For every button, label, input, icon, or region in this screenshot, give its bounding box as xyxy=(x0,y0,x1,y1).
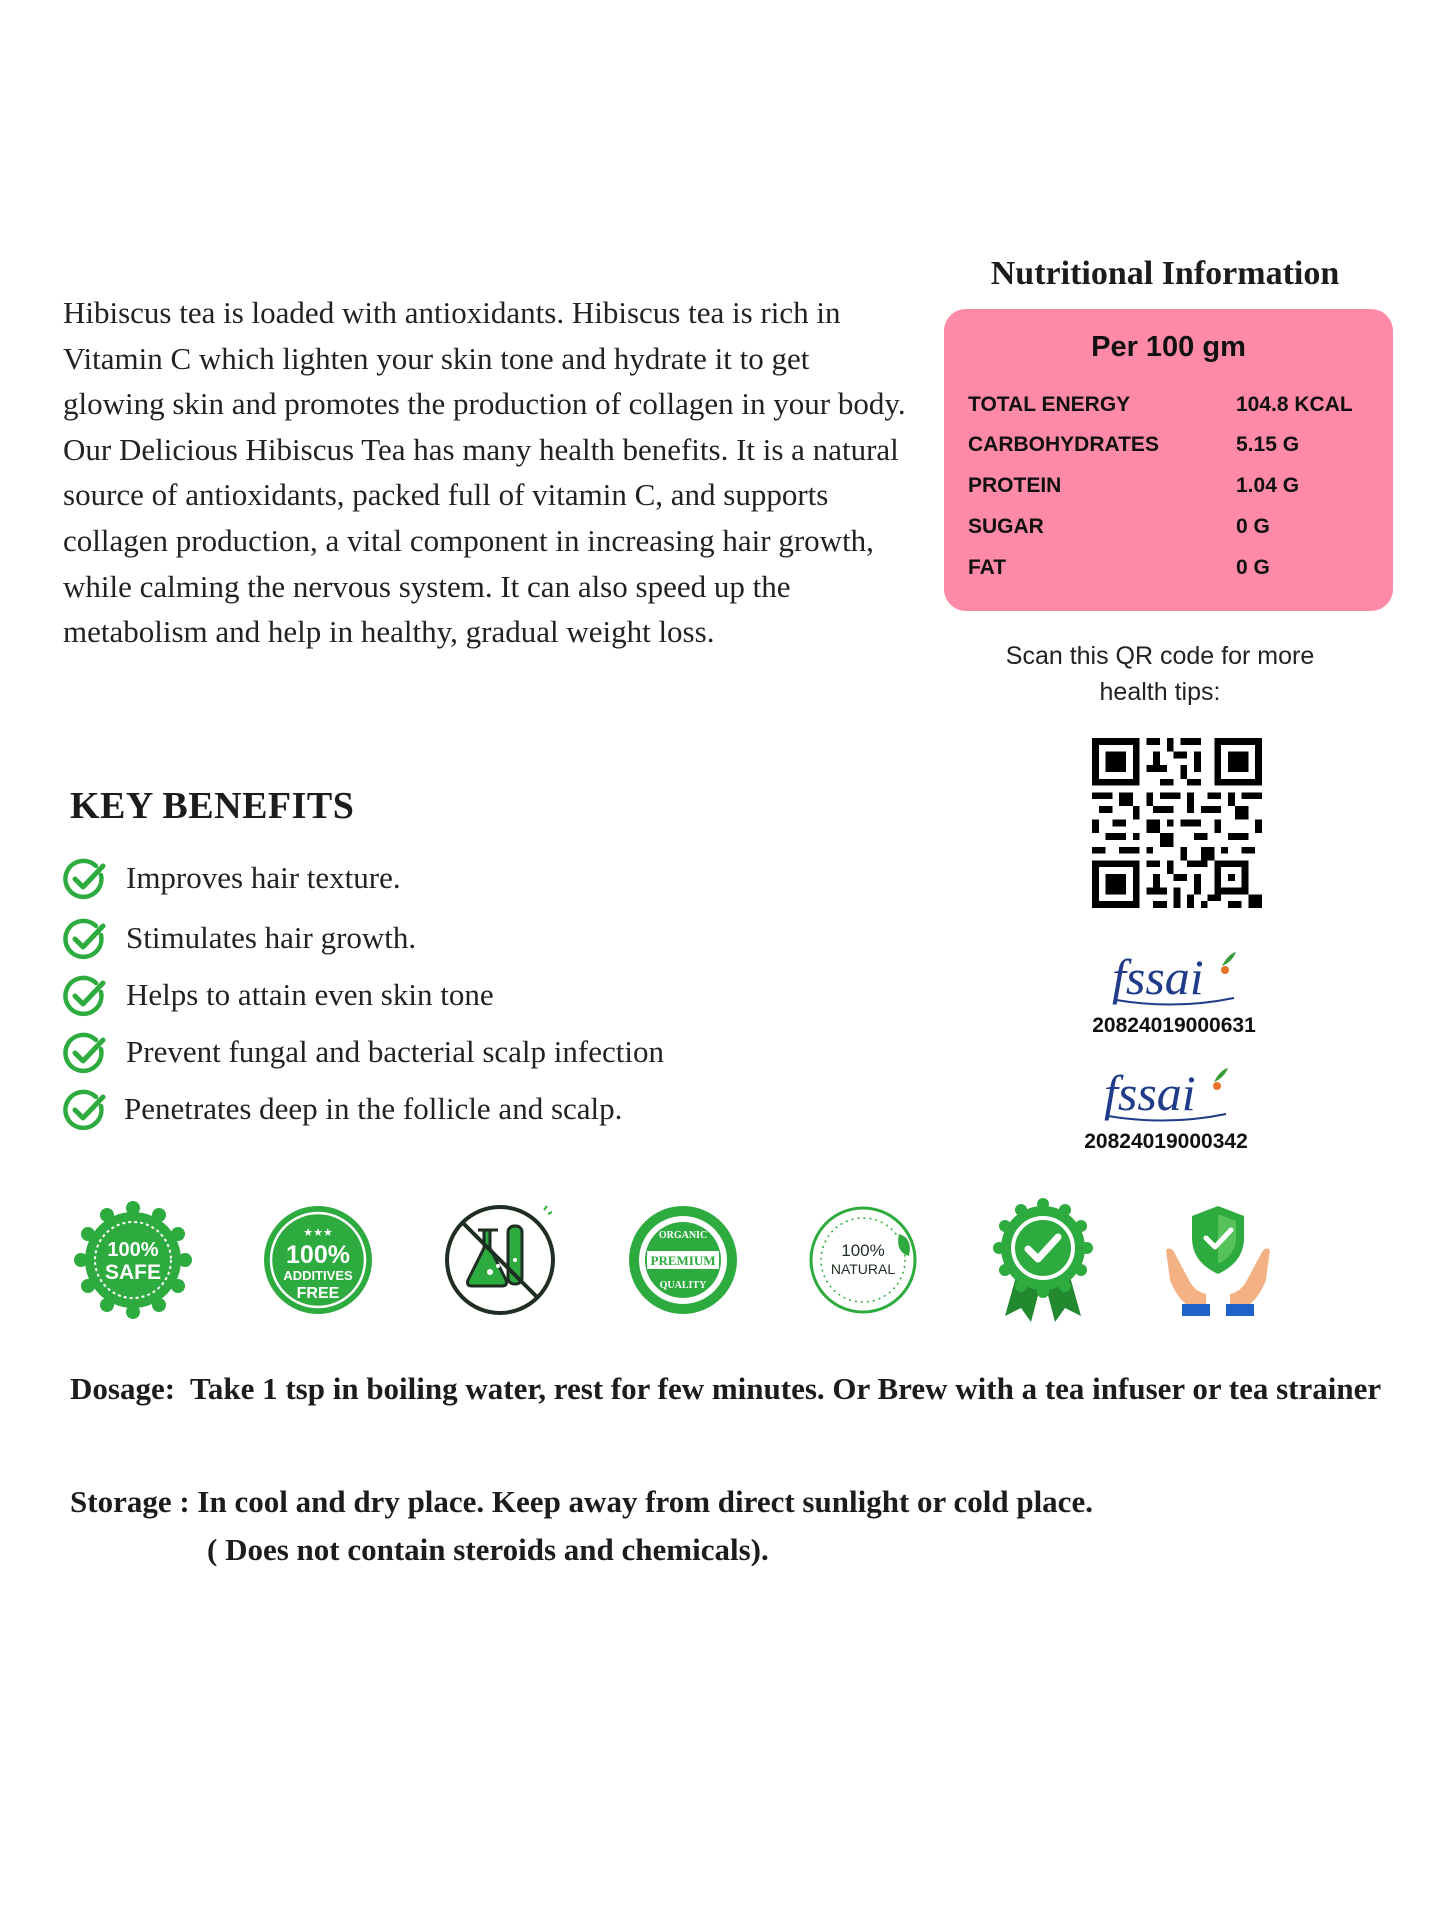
nutrition-title: Nutritional Information xyxy=(990,255,1340,292)
dosage-text: Take 1 tsp in boiling water, rest for few minutes. Or Brew with a tea infuser or tea strainer xyxy=(190,1371,1382,1406)
nutrition-value: 1.04 G xyxy=(1236,474,1300,497)
nutrition-row xyxy=(968,556,1378,586)
safe-100-badge-icon xyxy=(73,1200,193,1320)
check-circle-icon xyxy=(62,918,108,962)
check-circle-icon xyxy=(62,975,108,1019)
natural-100-badge-icon xyxy=(803,1200,923,1320)
badge-text: 100% xyxy=(286,1241,350,1269)
benefit-text: Helps to attain even skin tone xyxy=(126,977,494,1012)
dosage-instructions xyxy=(70,1366,1400,1412)
badge-text: FREE xyxy=(296,1285,340,1302)
nutrition-value: 104.8 KCAL xyxy=(1236,393,1353,416)
nutrition-label: CARBOHYDRATES xyxy=(968,433,1159,456)
nutrition-label: PROTEIN xyxy=(968,474,1062,497)
fssai-logo-text: fssai xyxy=(1104,1065,1196,1121)
badge-text: ORGANIC xyxy=(658,1230,708,1241)
badge-text: SAFE xyxy=(104,1261,162,1284)
fssai-logo-icon xyxy=(1104,948,1244,1012)
nutrition-value: 0 G xyxy=(1236,515,1270,538)
fssai-logo-text: fssai xyxy=(1112,949,1204,1005)
storage-text: In cool and dry place. Keep away from direct sunlight or cold place. xyxy=(197,1484,1093,1519)
fssai-logo-icon xyxy=(1096,1064,1236,1128)
badge-text: QUALITY xyxy=(659,1280,707,1291)
benefit-text: Prevent fungal and bacterial scalp infection xyxy=(126,1034,664,1069)
protection-hands-shield-icon xyxy=(1158,1200,1278,1320)
svg-text:★★★: ★★★ xyxy=(303,1226,333,1239)
benefit-text: Penetrates deep in the follicle and scalp. xyxy=(124,1091,623,1126)
storage-instructions xyxy=(70,1478,1400,1574)
benefit-text: Stimulates hair growth. xyxy=(126,920,417,955)
nutrition-card xyxy=(944,309,1393,611)
key-benefits-title: KEY BENEFITS xyxy=(70,785,355,827)
check-circle-icon xyxy=(62,1089,108,1133)
qr-caption-line2: health tips: xyxy=(1099,678,1221,706)
approved-ribbon-icon xyxy=(983,1196,1103,1324)
intro-paragraph: Hibiscus tea is loaded with antioxidants. Hibiscus tea is rich in Vitamin C which lighten your skin tone and hydrate it to get glowing skin and promotes the production of collagen in your body. Our Delicious Hibiscus Tea has many health benefits. It is a natural source of antioxidants, packed full of vitamin C, and supports collagen production, a vital component in increasing hair growth, while calming the nervous system. It can also speed up the metabolism and help in healthy, gradual weight loss. xyxy=(63,295,906,650)
fssai-license-number: 20824019000631 xyxy=(1092,1014,1256,1037)
nutrition-row xyxy=(968,515,1378,545)
badge-text: NATURAL xyxy=(830,1261,896,1277)
nutrition-value: 0 G xyxy=(1236,556,1270,579)
nutrition-row xyxy=(968,474,1378,504)
badge-text: ADDITIVES xyxy=(283,1268,353,1283)
nutrition-label: TOTAL ENERGY xyxy=(968,393,1131,416)
qr-caption xyxy=(960,638,1360,710)
check-circle-icon xyxy=(62,858,108,902)
nutrition-label: FAT xyxy=(968,556,1007,579)
fssai-license-block xyxy=(1046,1064,1286,1154)
nutrition-value: 5.15 G xyxy=(1236,433,1300,456)
badge-text: 100% xyxy=(107,1239,159,1261)
nutrition-row xyxy=(968,393,1378,423)
fssai-license-number: 20824019000342 xyxy=(1084,1130,1248,1153)
premium-quality-badge-icon xyxy=(623,1200,743,1320)
nutrition-label: SUGAR xyxy=(968,515,1044,538)
no-chemicals-icon xyxy=(440,1200,560,1320)
nutrition-per-serving: Per 100 gm xyxy=(1091,331,1246,363)
qr-caption-line1: Scan this QR code for more xyxy=(1005,642,1315,670)
storage-label: Storage : xyxy=(70,1484,190,1519)
storage-note: ( Does not contain steroids and chemicals). xyxy=(207,1532,769,1567)
nutrition-row xyxy=(968,433,1378,463)
badge-text: 100% xyxy=(841,1241,885,1260)
benefit-text: Improves hair texture. xyxy=(126,860,401,895)
dosage-label: Dosage: xyxy=(70,1371,176,1406)
additives-free-badge-icon xyxy=(258,1200,378,1320)
check-circle-icon xyxy=(62,1032,108,1076)
fssai-license-block xyxy=(1054,948,1294,1038)
badge-text: PREMIUM xyxy=(650,1253,716,1268)
qr-code-icon[interactable] xyxy=(1092,738,1262,908)
